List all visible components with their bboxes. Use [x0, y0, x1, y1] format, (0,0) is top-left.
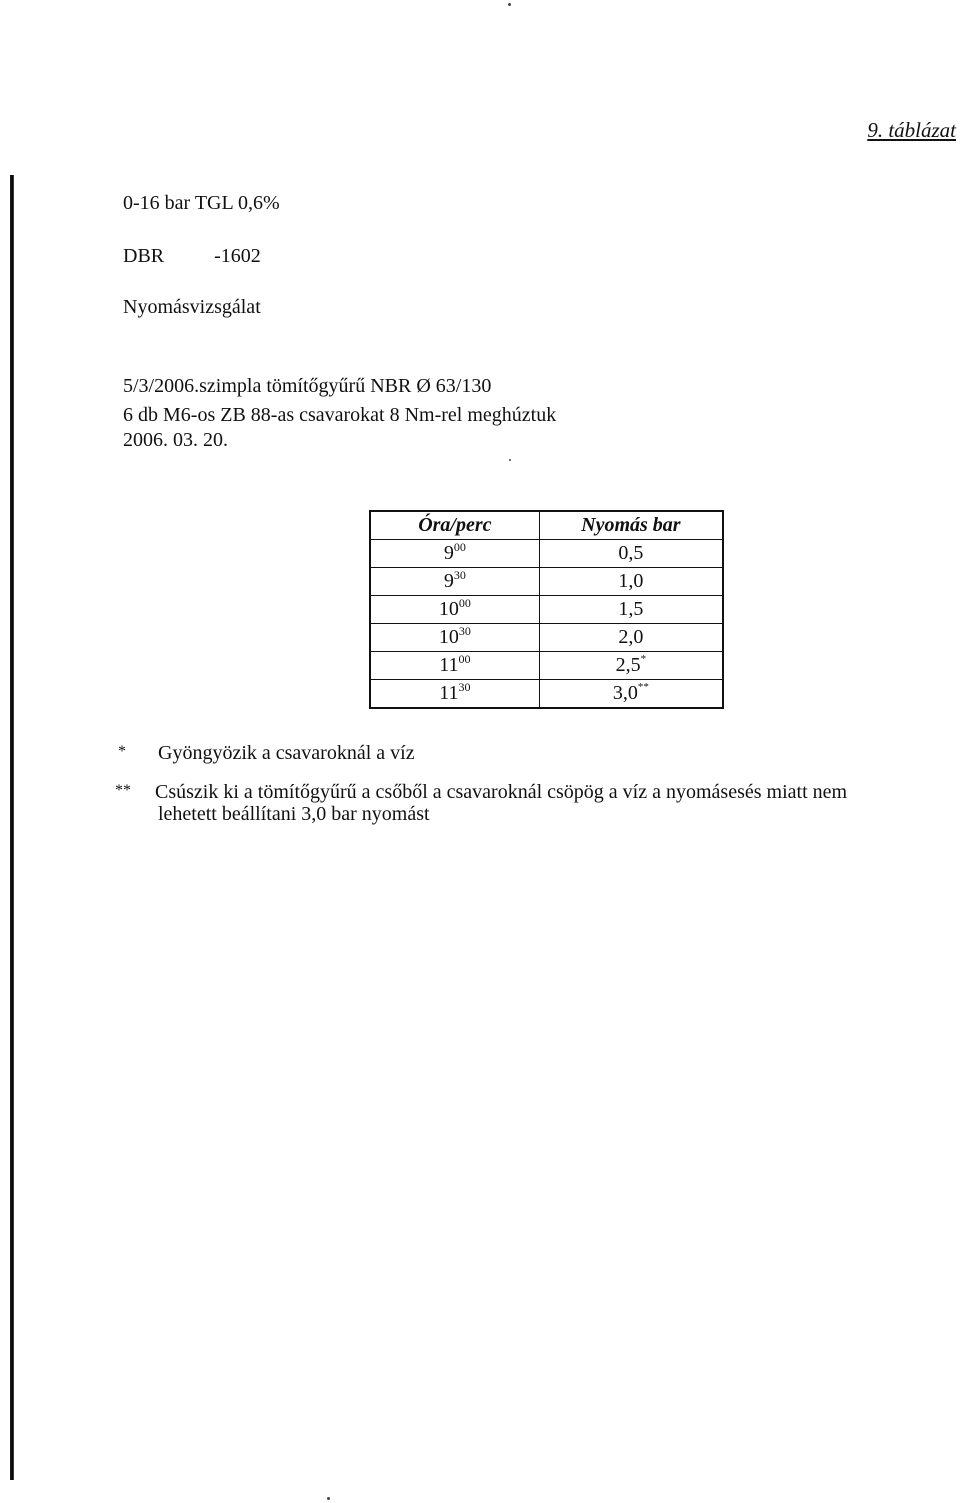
table-row	[370, 596, 723, 624]
time-cell	[370, 596, 539, 624]
table-header-row	[370, 511, 723, 540]
spec-line-1: 5/3/2006.szimpla tömítőgyűrű NBR Ø 63/130	[123, 375, 492, 397]
pressure-cell	[539, 652, 723, 680]
time-minute: 30	[458, 680, 471, 694]
pressure-value: 0,5	[618, 542, 644, 564]
header-time: Óra/perc	[370, 511, 539, 540]
time-hour: 11	[439, 682, 459, 704]
footnote-2-symbol: **	[115, 782, 131, 799]
time-minute: 30	[458, 624, 471, 638]
time-minute: 30	[453, 568, 466, 582]
table-number-label: 9. táblázat	[867, 118, 956, 142]
table-row	[370, 680, 723, 709]
footnote-2-continuation: lehetett beállítani 3,0 bar nyomást	[158, 803, 430, 825]
footnote-2-text: Csúszik ki a tömítőgyűrű a csőből a csavaroknál csöpög a víz a nyomásesés miatt nem	[155, 781, 848, 803]
time-hour: 9	[443, 542, 454, 564]
test-name: Nyomásvizsgálat	[123, 296, 261, 318]
pressure-cell	[539, 568, 723, 596]
pressure-value: 1,0	[618, 570, 644, 592]
scan-speck	[508, 3, 511, 6]
table-row	[370, 540, 723, 568]
pressure-value: 2,5	[615, 654, 641, 676]
dbr-label: DBR	[123, 245, 165, 267]
pressure-cell	[539, 596, 723, 624]
pressure-cell	[539, 540, 723, 568]
pressure-table	[369, 510, 724, 709]
footnote-1	[118, 742, 415, 765]
range-line: 0-16 bar TGL 0,6%	[123, 192, 280, 214]
footnote-2	[115, 781, 847, 804]
time-cell	[370, 652, 539, 680]
dbr-code: -1602	[214, 245, 261, 267]
pressure-value: 2,0	[618, 626, 644, 648]
scan-speck	[509, 459, 511, 461]
table-row	[370, 652, 723, 680]
table-row	[370, 624, 723, 652]
table-body	[370, 540, 723, 709]
time-minute: 00	[453, 540, 466, 554]
time-cell	[370, 568, 539, 596]
pressure-value: 1,5	[618, 598, 644, 620]
time-hour: 10	[438, 626, 459, 648]
spec-line-2: 6 db M6-os ZB 88-as csavarokat 8 Nm-rel meghúztuk	[123, 404, 557, 426]
time-cell	[370, 540, 539, 568]
time-hour: 10	[438, 598, 459, 620]
header-pressure: Nyomás bar	[539, 511, 723, 540]
time-hour: 9	[443, 570, 454, 592]
test-date: 2006. 03. 20.	[123, 429, 228, 451]
pressure-value: 3,0	[612, 682, 638, 704]
time-cell	[370, 680, 539, 709]
time-hour: 11	[439, 654, 459, 676]
footnote-mark: *	[640, 653, 647, 665]
table-row	[370, 568, 723, 596]
pressure-cell	[539, 624, 723, 652]
scan-speck	[327, 1497, 330, 1500]
dbr-line	[123, 244, 261, 268]
time-minute: 00	[458, 652, 471, 666]
footnote-mark: **	[637, 681, 649, 693]
footnote-1-text: Gyöngyözik a csavaroknál a víz	[158, 742, 415, 764]
time-cell	[370, 624, 539, 652]
footnote-1-symbol: *	[118, 743, 126, 760]
scan-edge-shadow	[10, 175, 14, 1480]
pressure-cell	[539, 680, 723, 709]
time-minute: 00	[458, 596, 471, 610]
